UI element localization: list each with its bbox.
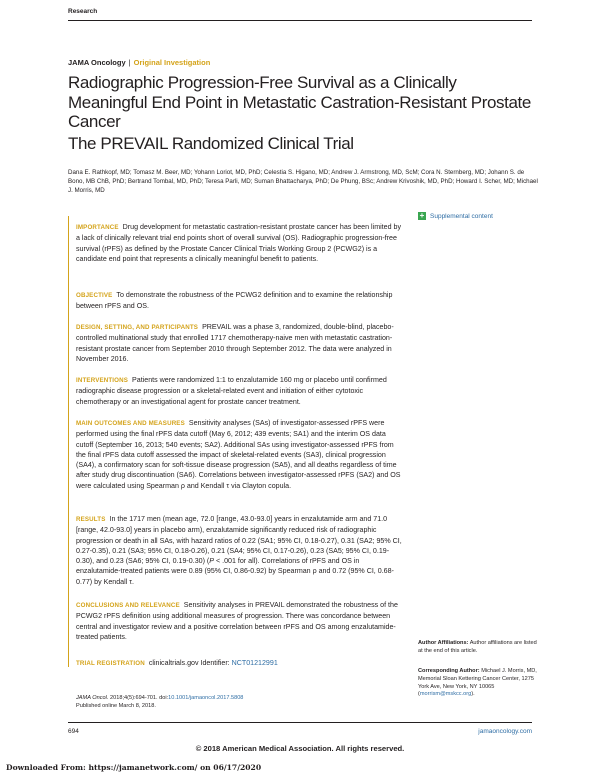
- results-text: In the 1717 men (mean age, 72.0 [range, 43.0-93.0] years in enzalutamide arm and 71.0 [range, 42.0-93.0] years in placebo arm), enzalutamide significantly reduced risk of radiographic progression or death in all SAs, with hazard ratios of 0.22 (SA1; 95% CI, 0.18-0.27), 0.31 (SA2; 95% CI, 0.27-0.35), 0.21 (SA3; 95% CI, 0.18-0.26), 0.21 (SA4; 95% CI, 0.17-0.26), 0.23 (SA5; 95% CI, 0.19-0.30), and 0.23 (SA6; 95% CI, 0.19-0.30) (: [76, 515, 402, 566]
- abstract-outcomes: [76, 418, 404, 491]
- affiliations-text: Author affiliations are listed at the end of this article.: [418, 640, 537, 654]
- interventions-text: Patients were randomized 1:1 to enzalutamide 160 mg or placebo until confirmed radiographic disease progression or a skeletal-related event and initiation of either cytotoxic chemotherapy or an investigational agent for prostate cancer treatment.: [76, 376, 387, 406]
- conclusions-label: CONCLUSIONS AND RELEVANCE: [76, 602, 180, 609]
- conclusions-text: Sensitivity analyses in PREVAIL demonstrated the robustness of the PCWG2 rPFS definition using additional measures of progression. There was concordance between central and investigator review and a positive correlation between rPFS and OS among enzalutamide-treated patients.: [76, 601, 398, 641]
- author-affiliations: [418, 640, 538, 656]
- doi-link[interactable]: 10.1001/jamaoncol.2017.5808: [168, 695, 244, 701]
- interventions-label: INTERVENTIONS: [76, 377, 129, 384]
- corresponding-label: Corresponding Author:: [418, 668, 480, 674]
- abstract-interventions: [76, 375, 404, 407]
- citation-details: . 2018;4(5):694-701. doi:: [106, 695, 169, 701]
- plus-box-icon: +: [419, 211, 425, 220]
- objective-label: OBJECTIVE: [76, 292, 113, 299]
- corresponding-text: Michael J. Morris, MD, Memorial Sloan Kettering Cancer Center, 1275 York Ave, New York, NY 10065 (: [418, 668, 537, 698]
- citation: [76, 694, 243, 710]
- design-text: PREVAIL was a phase 3, randomized, double-blind, placebo-controlled multinational study that enrolled 1717 chemotherapy-naive men with metastatic castration-resistant prostate cancer from September 2010 through September 2012. The data were analyzed in November 2016.: [76, 323, 394, 363]
- abstract-objective: [76, 290, 404, 312]
- copyright-notice: © 2018 American Medical Association. All rights reserved.: [195, 744, 405, 753]
- page-number: 694: [68, 728, 79, 735]
- supplemental-content-link[interactable]: [418, 212, 493, 220]
- outcomes-label: MAIN OUTCOMES AND MEASURES: [76, 420, 185, 427]
- objective-text: To demonstrate the robustness of the PCWG2 definition and to examine the relationship between rPFS and OS.: [76, 291, 393, 311]
- supplemental-label[interactable]: Supplemental content: [430, 212, 493, 220]
- download-notice: Downloaded From: https://jamanetwork.com/ on 06/17/2020: [6, 763, 262, 772]
- p-value-label: P: [209, 557, 215, 566]
- header-divider: [68, 20, 532, 21]
- outcomes-text: Sensitivity analyses (SAs) of investigator-assessed rPFS were performed using the final rPFS data cutoff (May 6, 2012; 439 events; SA1) and the interim OS data cutoff (September 16, 2013; 540 events; SA2). Additional SAs using investigator-assessed rPFS from the final rPFS data cutoff assessed the impact of skeletal-related events (SA3), clinical progression (SA4), a confirmatory scan for soft-tissue disease progression (SA5), and all deaths regardless of time after study drug discontinuation (SA6). Correlations between investigator-assessed rPFS (SA2) and OS were calculated using Spearman ρ and Kendall τ via Clayton copula.: [76, 419, 401, 490]
- journal-name: JAMA Oncology: [68, 58, 126, 67]
- abstract-results: [76, 514, 404, 587]
- corresponding-end: ).: [471, 691, 475, 698]
- journal-header: [68, 58, 210, 67]
- abstract-design: [76, 322, 404, 364]
- affiliations-label: Author Affiliations:: [418, 640, 469, 646]
- abstract-rule: [68, 216, 69, 667]
- registration-label: TRIAL REGISTRATION: [76, 660, 145, 667]
- registration-text: clinicaltrials.gov Identifier:: [148, 659, 232, 667]
- email-link[interactable]: morrism@mskcc.org: [419, 691, 472, 698]
- journal-separator: |: [128, 58, 131, 67]
- citation-journal: JAMA Oncol: [76, 695, 107, 701]
- importance-text: Drug development for metastatic castration-resistant prostate cancer has been limited by a lack of clinically relevant trial end points short of overall survival (OS). Radiographic progression-free survival (rPFS) as defined by the Prostate Cancer Clinical Trials Working Group 2 (PCWG2) is a candidate end point that represents a clinically meaningful benefit to patients.: [76, 223, 402, 263]
- article-title: Radiographic Progression-Free Survival as a Clinically Meaningful End Point in Metastatic Castration-Resistant Prostate Cancer: [68, 73, 531, 131]
- article-category: Original Investigation: [133, 58, 211, 67]
- results-label: RESULTS: [76, 516, 106, 523]
- abstract-registration: [76, 658, 404, 669]
- section-label: Research: [68, 8, 98, 15]
- author-list: Dana E. Rathkopf, MD; Tomasz M. Beer, MD; Yohann Loriot, MD, PhD; Celestia S. Higano, MD; Andrew J. Armstrong, MD, ScM; Cora N. Sternberg, MD; Johann S. de Bono, MB ChB, PhD; Bertrand Tombal, MD, PhD; Teresa Parli, MD; Suman Bhattacharya, PhD; De Phung, BSc; Andrew Krivoshik, MD, PhD; Howard I. Scher, MD; Michael J. Morris, MD: [68, 169, 538, 195]
- importance-label: IMPORTANCE: [76, 224, 119, 231]
- published-date: Published online March 8, 2018.: [76, 703, 156, 709]
- journal-url-link[interactable]: jamaoncology.com: [478, 728, 532, 735]
- footer-divider: [68, 722, 532, 723]
- article-subtitle: The PREVAIL Randomized Clinical Trial: [68, 134, 354, 153]
- registration-id-link[interactable]: NCT01212991: [231, 659, 278, 667]
- results-text-continued: < .001 for all). Correlations of rPFS and OS in enzalutamide-treated patients were 0.89 (95% CI, 0.86-0.92) by Spearman ρ and 0.72 (95% CI, 0.68-0.77) by Kendall τ.: [76, 557, 394, 586]
- corresponding-author: [418, 668, 538, 699]
- abstract-importance: [76, 222, 404, 264]
- abstract-conclusions: [76, 600, 404, 642]
- design-label: DESIGN, SETTING, AND PARTICIPANTS: [76, 324, 199, 331]
